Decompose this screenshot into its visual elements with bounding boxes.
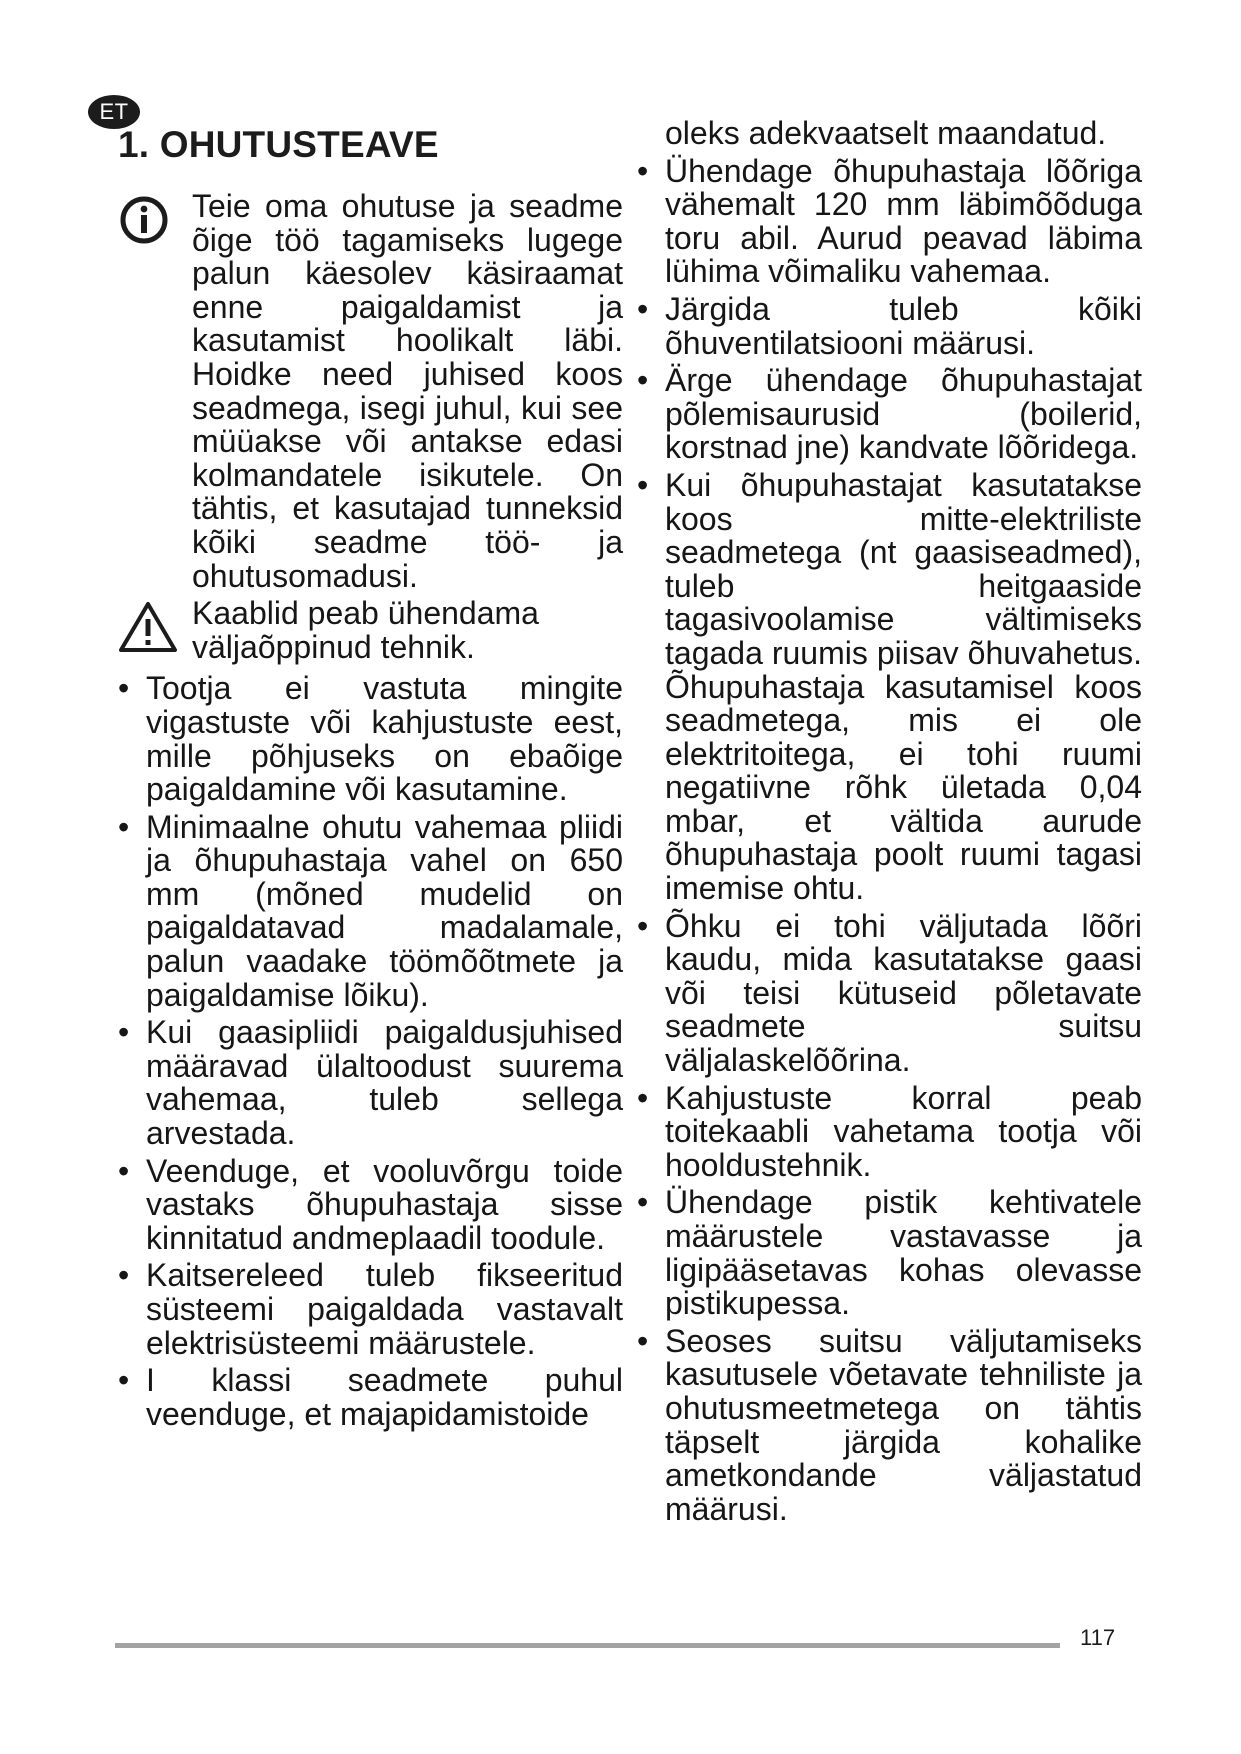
list-item: • Ühendage pistik kehtivatele määrustele vastavasse ja ligipääsetavas kohas olevasse pistikupessa. bbox=[637, 1186, 1142, 1320]
left-bullet-list bbox=[118, 672, 623, 1431]
list-item: • Minimaalne ohutu vahemaa pliidi ja õhupuhastaja vahel on 650 mm (mõned mudelid on paigaldatavad madalamale, palun vaadake töömõõtmete ja paigaldamise lõiku). bbox=[118, 811, 623, 1013]
list-item: • Seoses suitsu väljutamiseks kasutusele võetavate tehniliste ja ohutusmeetmetega on tähtis täpselt järgida kohalike ametkondande väljastatud määrusi. bbox=[637, 1325, 1142, 1527]
left-column bbox=[118, 190, 623, 1431]
right-column bbox=[637, 117, 1142, 1526]
list-item: • Kahjustuste korral peab toitekaabli vahetama tootja või hooldustehnik. bbox=[637, 1082, 1142, 1183]
warning-icon bbox=[118, 601, 178, 660]
section-title: 1. OHUTUSTEAVE bbox=[118, 124, 439, 165]
right-bullet-list bbox=[637, 152, 1142, 1527]
list-item: • I klassi seadmete puhul veenduge, et majapidamistoide bbox=[118, 1364, 623, 1431]
info-notice bbox=[118, 190, 623, 593]
list-item: • Kui gaasipliidi paigaldusjuhised määravad ülaltoodust suurema vahemaa, tuleb sellega arvestada. bbox=[118, 1016, 623, 1150]
list-item: • Kaitsereleed tuleb fikseeritud süsteemi paigaldada vastavalt elektrisüsteemi määrustele. bbox=[118, 1259, 623, 1360]
footer-rule bbox=[115, 1643, 1060, 1648]
list-item: • Veenduge, et vooluvõrgu toide vastaks õhupuhastaja sisse kinnitatud andmeplaadil toodule. bbox=[118, 1155, 623, 1256]
warning-notice bbox=[118, 597, 623, 664]
list-item: • Kui õhupuhastajat kasutatakse koos mitte-elektriliste seadmetega (nt gaasiseadmed), tuleb heitgaaside tagasivoolamise vältimiseks tagada ruumis piisav õhuvahetus. Õhupuhastaja kasutamisel koos seadmetega, mis ei ole elektritoitega, ei tohi ruumi negatiivne rõhk ületada 0,04 mbar, et vältida aurude õhupuhastaja poolt ruumi tagasi imemise ohtu. bbox=[637, 469, 1142, 906]
continued-text: oleks adekvaatselt maandatud. bbox=[665, 115, 1107, 151]
list-item: • Ühendage õhupuhastaja lõõriga vähemalt 120 mm läbimõõduga toru abil. Aurud peavad läbima lühima võimaliku vahemaa. bbox=[637, 155, 1142, 289]
warning-text: Kaablid peab ühendama väljaõppinud tehnik. bbox=[192, 595, 539, 665]
list-item: • Ärge ühendage õhupuhastajat põlemisaurusid (boilerid, korstnad jne) kandvate lõõridega. bbox=[637, 364, 1142, 465]
page-number: 117 bbox=[1080, 1625, 1116, 1650]
list-item: • Õhku ei tohi väljutada lõõri kaudu, mida kasutatakse gaasi või teisi kütuseid põletavate seadmete suitsu väljalaskelõõrina. bbox=[637, 910, 1142, 1078]
info-text: Teie oma ohutuse ja seadme õige töö tagamiseks lugege palun käesolev käsiraamat enne paigaldamist ja kasutamist hoolikalt läbi. Hoidke need juhised koos seadmega, isegi juhul, kui see müüakse või antakse edasi kolmandatele isikutele. On tähtis, et kasutajad tunneksid kõiki seadme töö- ja ohutusomadusi. bbox=[192, 188, 623, 594]
list-item: • Järgida tuleb kõiki õhuventilatsiooni määrusi. bbox=[637, 293, 1142, 360]
info-icon bbox=[118, 194, 170, 253]
language-badge: ET bbox=[88, 95, 140, 129]
list-item: • Tootja ei vastuta mingite vigastuste või kahjustuste eest, mille põhjuseks on ebaõige paigaldamine või kasutamine. bbox=[118, 672, 623, 806]
